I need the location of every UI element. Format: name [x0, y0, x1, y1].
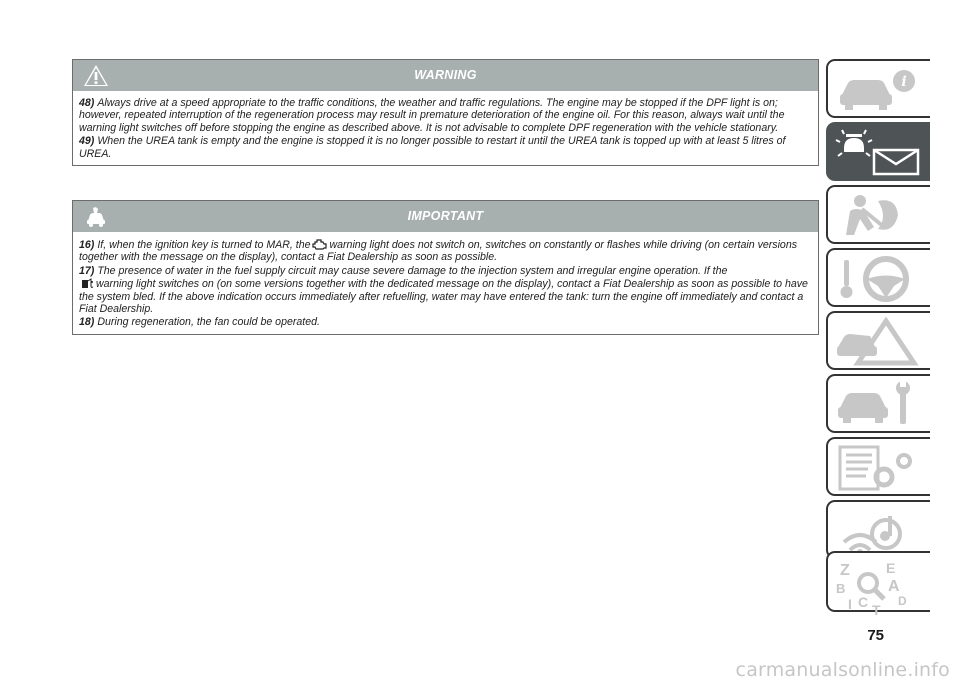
- index-letter: C: [858, 594, 869, 610]
- car-info-icon: [834, 65, 924, 115]
- technical-data-icon: [834, 443, 924, 493]
- svg-text:i: i: [901, 74, 907, 90]
- important-header: [73, 201, 818, 232]
- warning-title: WARNING: [414, 68, 477, 82]
- starting-driving-icon: [834, 254, 924, 304]
- note-text-b: warning light switches on (on some versions together with the dedicated message on the display), contact a Fiat Dealership as soon as possible to have the system bled. If the above indication occurs immediately after refuelling, water may have entered the tank: turn the engine off immediately and contact a Fiat Dealership.: [79, 278, 808, 316]
- warning-body: [73, 91, 818, 165]
- note-text-a: The presence of water in the fuel supply circuit may cause severe damage to the injection system and irregular engine operation. If the: [97, 264, 728, 277]
- note-48: [79, 97, 813, 134]
- note-number: 16): [79, 239, 95, 251]
- note-16: [79, 238, 813, 264]
- multimedia-icon: [834, 506, 924, 556]
- tab-warning-lights[interactable]: [826, 122, 930, 181]
- index-letter: T: [872, 602, 881, 615]
- warning-header: [73, 60, 818, 91]
- index-letter: A: [888, 578, 900, 595]
- important-box: [72, 200, 819, 335]
- note-text: During regeneration, the fan could be operated.: [97, 316, 320, 329]
- note-number: 48): [79, 97, 95, 109]
- safety-airbag-icon: [834, 191, 924, 241]
- engine-warning-icon: [312, 238, 327, 251]
- index-icon: [834, 557, 924, 615]
- tab-maintenance[interactable]: [826, 374, 930, 433]
- tab-emergency[interactable]: [826, 311, 930, 370]
- note-text-a: If, when the ignition key is turned to MAR, the: [97, 239, 311, 251]
- note-text-b: warning light does not switch on, switches on constantly or flashes while driving (on certain versions together with the message on the display), contact a Fiat Dealership as soon as possible.: [79, 239, 798, 264]
- note-text: When the UREA tank is empty and the engine is stopped it is no longer possible to restart it until the UREA tank is topped up with at least 5 litres of UREA.: [79, 135, 786, 160]
- note-18: [79, 316, 813, 328]
- note-number: 17): [79, 264, 95, 277]
- tab-index[interactable]: [826, 551, 930, 615]
- water-in-fuel-icon: [81, 277, 94, 290]
- note-number: 49): [79, 135, 95, 148]
- warning-box: [72, 59, 819, 166]
- page-number: 75: [867, 627, 884, 644]
- tab-car-info[interactable]: [826, 59, 930, 118]
- index-letter: E: [886, 560, 896, 576]
- tab-safety[interactable]: [826, 185, 930, 244]
- note-49: [79, 135, 813, 160]
- note-17: [79, 265, 813, 316]
- tab-starting-driving[interactable]: [826, 248, 930, 307]
- index-letter: B: [836, 581, 846, 596]
- index-letter: D: [898, 594, 907, 608]
- note-number: 18): [79, 316, 95, 329]
- index-letter: I: [848, 596, 852, 612]
- important-title: IMPORTANT: [407, 209, 484, 223]
- tab-technical-data[interactable]: [826, 437, 930, 496]
- index-letter: Z: [840, 562, 850, 579]
- watermark: carmanualsonline.info: [735, 659, 950, 681]
- maintenance-icon: [834, 380, 924, 430]
- warning-lights-icon: [834, 128, 924, 180]
- emergency-icon: [834, 317, 924, 367]
- important-body: [73, 232, 818, 334]
- note-text: Always drive at a speed appropriate to the traffic conditions, the weather and traffic regulations. The engine may be stopped if the DPF light is on; however, repeated interruption of the regeneration process may result in premature deterioration of the engine oil. For this reason, always wait until the warning light switches off before stopping the engine as described above. It is not advisable to complete DPF regeneration with the vehicle stationary.: [79, 97, 785, 134]
